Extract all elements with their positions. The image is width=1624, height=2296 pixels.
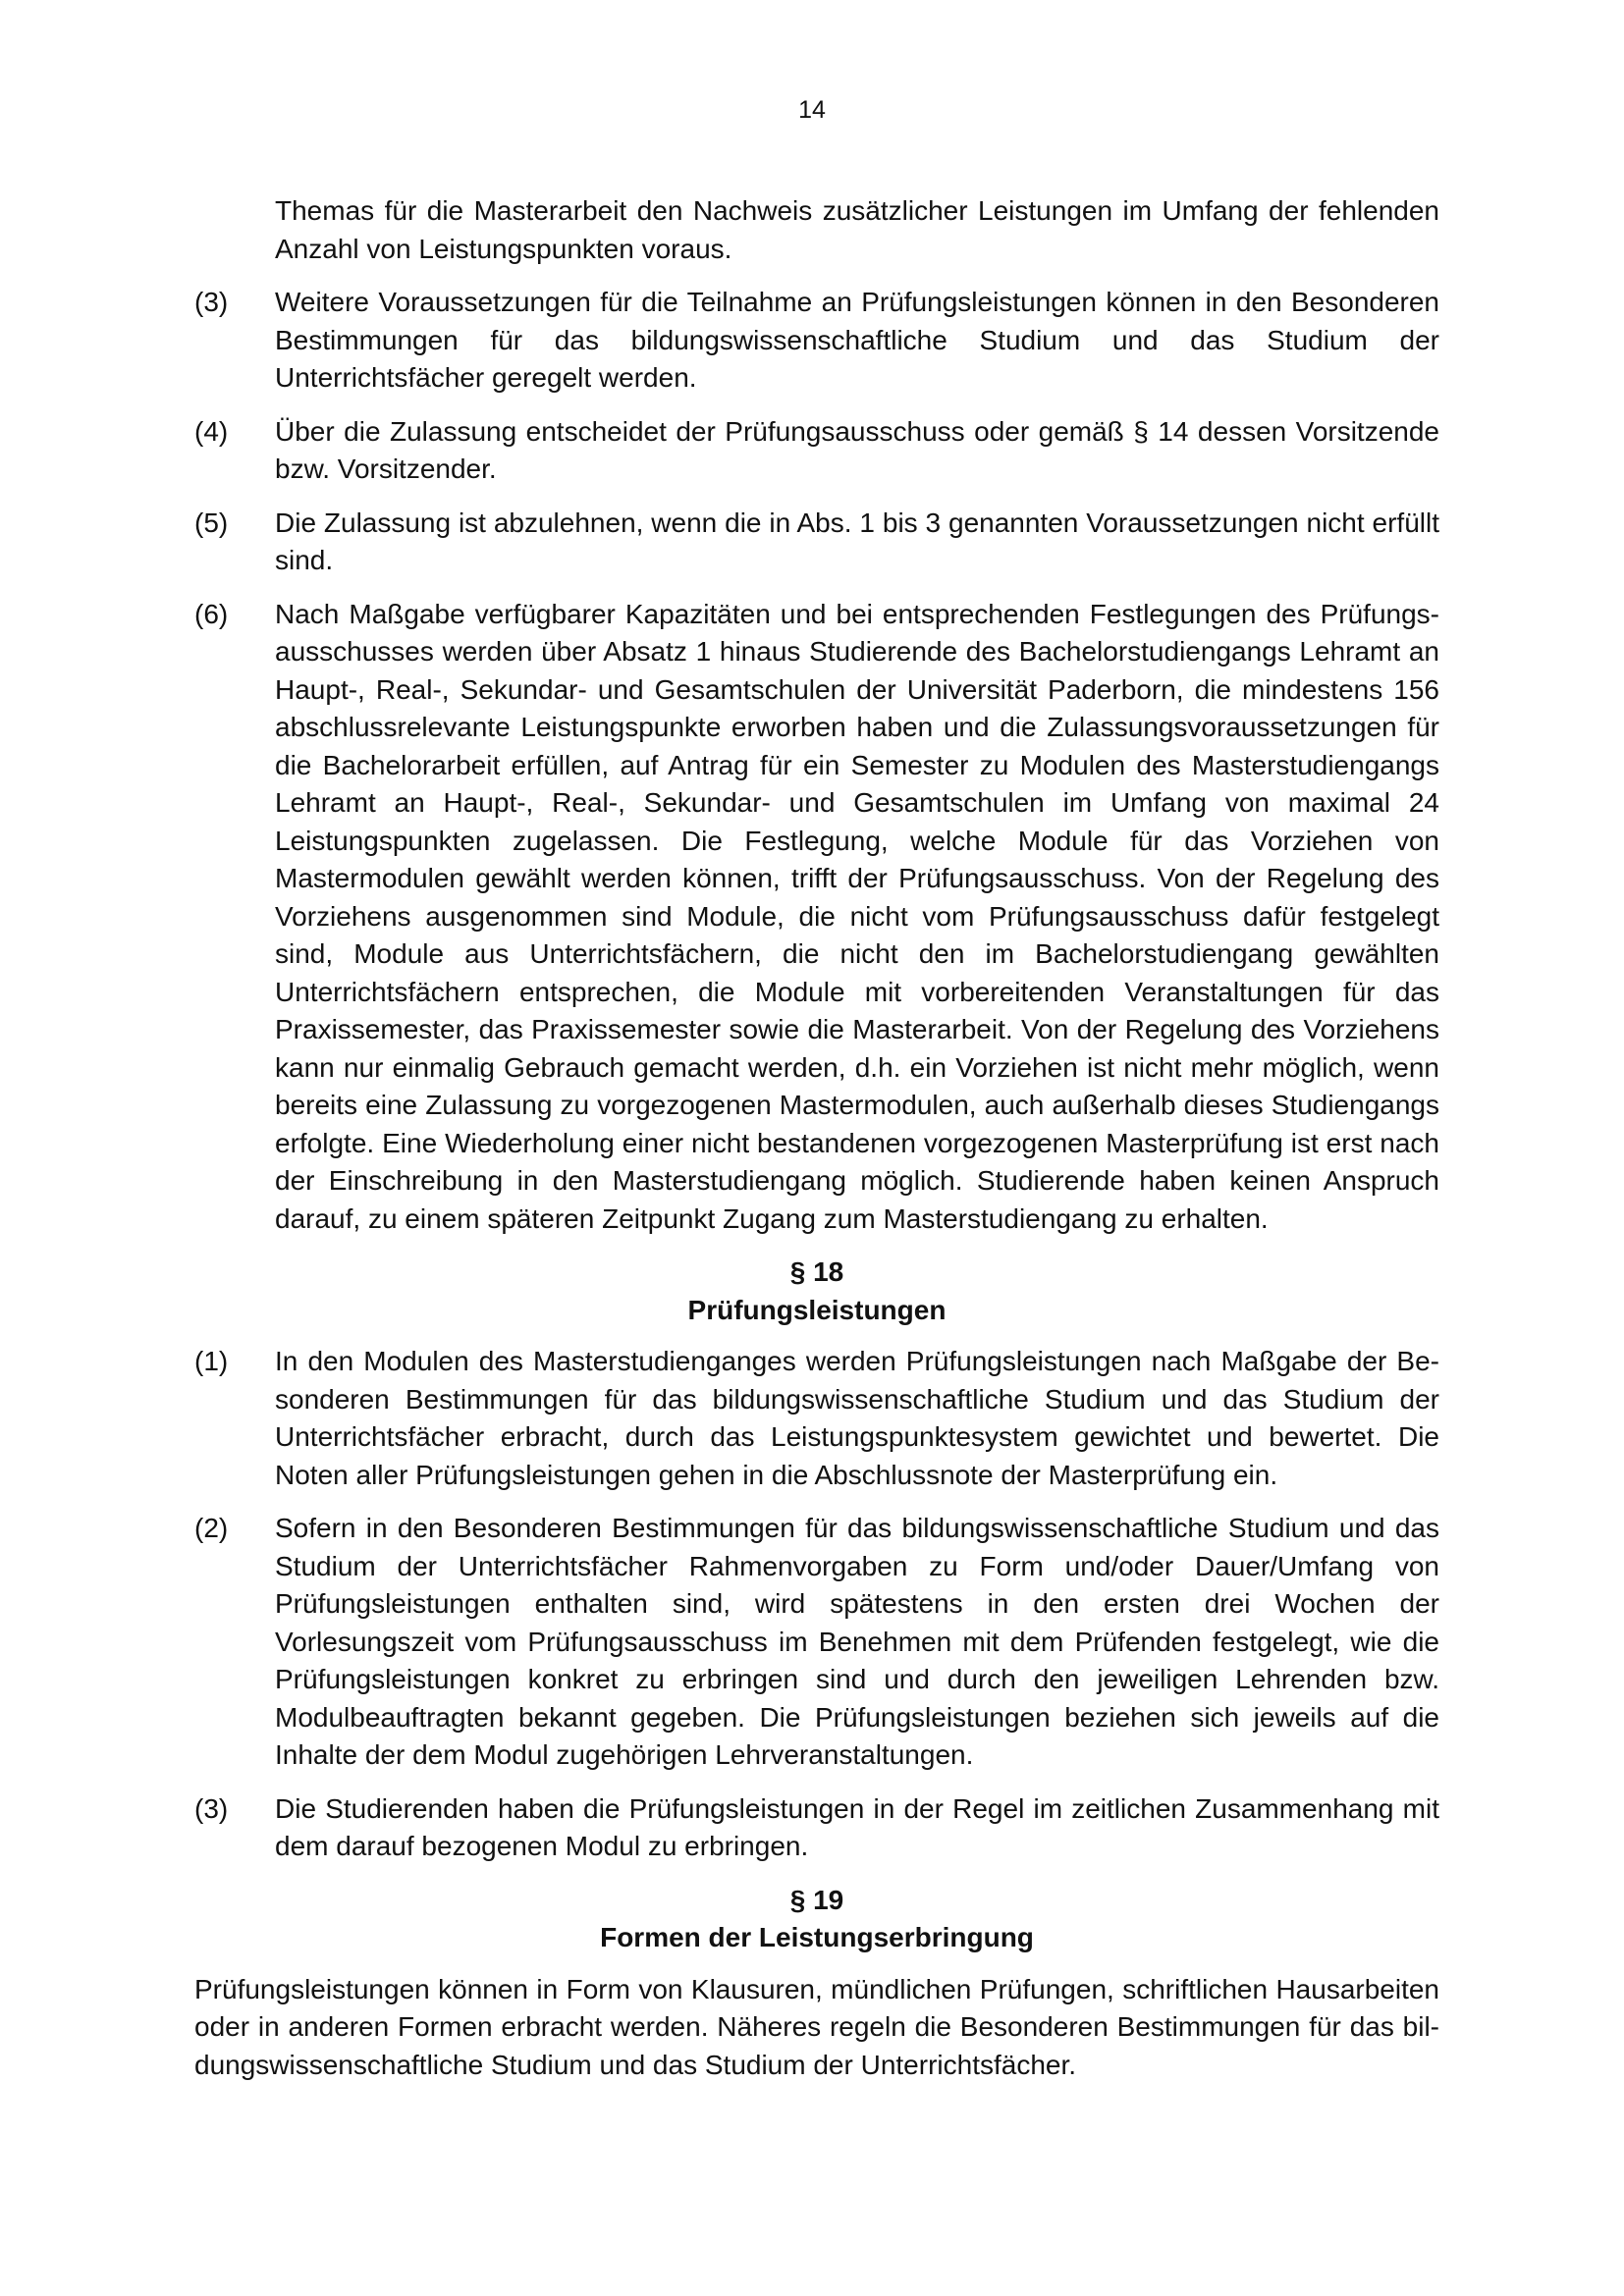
item-text: Über die Zulassung entscheidet der Prüfungsausschuss oder gemäß § 14 dessen Vorsitzende bzw. Vorsitzender. <box>275 415 1439 484</box>
page-number: 14 <box>798 96 826 124</box>
paragraph-item <box>194 284 1439 398</box>
section-19-text: Prüfungsleistungen können in Form von Klausuren, mündlichen Prüfungen, schriftlichen Hausarbeiten oder in anderen Formen erbracht werden. Näheres regeln die Besonderen Bestimmungen für das bildungswissenschaftliche Studium und das Studium der Unterrichtsfächer. <box>194 1973 1439 2080</box>
section-number: § 18 <box>789 1256 844 1287</box>
item-text: In den Modulen des Masterstudienganges werden Prüfungsleistungen nach Maßgabe der Besonderen Bestimmungen für das bildungswissenschaftliche Studium und das Studium der Unterrichtsfächer erbracht, durch das Leistungspunktesystem gewichtet und bewertet. Die Noten aller Prüfungsleistungen gehen in die Abschlussnote der Masterprüfung ein. <box>275 1346 1439 1490</box>
paragraph-item <box>194 1790 1439 1866</box>
item-text: Die Zulassung ist abzulehnen, wenn die in Abs. 1 bis 3 genannten Voraussetzungen nicht erfüllt sind. <box>275 507 1439 575</box>
page-content <box>194 192 1439 2084</box>
paragraph-item <box>194 596 1439 1239</box>
section-title: Prüfungsleistungen <box>687 1294 947 1325</box>
item-number: (3) <box>194 1792 229 1824</box>
item-text: Weitere Voraussetzungen für die Teilnahme an Prüfungsleistungen können in den Besonderen Bestimmungen für das bildungswissenschaftliche Studium und das Studium der Unterrichtsfächer geregelt werden. <box>275 287 1439 393</box>
continued-paragraph: Themas für die Masterarbeit den Nachweis zusätzlicher Leistungen im Umfang der fehlenden Anzahl von Leistungspunkten voraus. <box>275 195 1439 264</box>
item-number: (5) <box>194 507 229 538</box>
item-text: Die Studierenden haben die Prüfungsleistungen in der Regel im zeitlichen Zusammenhang mit dem darauf bezogenen Modul zu erbringen. <box>275 1792 1439 1861</box>
item-number: (3) <box>194 287 229 317</box>
item-number: (1) <box>194 1346 229 1376</box>
section-19-heading <box>194 1882 1439 1957</box>
item-text: Nach Maßgabe verfügbarer Kapazitäten und bei entsprechenden Festlegungen des Prüfungsausschusses werden über Absatz 1 hinaus Studierende des Bachelorstudiengangs Lehramt an Haupt-, Real-, Sekundar- und Gesamtschulen der Universität Paderborn, die mindestens 156 abschlussrelevante Leistungspunkte erworben haben und die Zulassungsvoraussetzungen für die Bachelorarbeit erfüllen, auf Antrag für ein Semester zu Modulen des Masterstudiengangs Lehramt an Haupt-, Real-, Sekundar- und Gesamtschulen im Umfang von maximal 24 Leistungspunkten zugelassen. Die Festlegung, welche Module für das Vorziehen von Mastermodulen gewählt werden können, trifft der Prüfungsausschuss. Von der Regelung des Vorziehens ausgenommen sind Module, die nicht vom Prüfungsausschuss dafür festgelegt sind, Module aus Unterrichtsfächern, die nicht den im Bachelorstudiengang gewählten Unterrichtsfächern entsprechen, die Module mit vorbereitenden Veranstaltungen für das Praxissemester, das Praxissemester sowie die Masterarbeit. Von der Regelung des Vorziehens kann nur einmalig Gebrauch gemacht werden, d.h. ein Vorziehen ist nicht mehr möglich, wenn bereits eine Zulassung zu vorgezogenen Mastermodulen, auch außerhalb dieses Studiengangs erfolgte. Eine Wiederholung einer nicht bestandenen vorgezogenen Masterprüfung ist erst nach der Einschreibung in den Masterstudiengang möglich. Studierende haben keinen Anspruch darauf, zu einem späteren Zeitpunkt Zugang zum Masterstudiengang zu erhalten. <box>275 598 1439 1234</box>
paragraph-item <box>194 413 1439 489</box>
paragraph-item <box>194 1343 1439 1494</box>
paragraph-item <box>194 1510 1439 1775</box>
item-number: (2) <box>194 1513 229 1543</box>
section-title: Formen der Leistungserbringung <box>600 1922 1034 1952</box>
item-text: Sofern in den Besonderen Bestimmungen für das bildungswissenschaftliche Studium und das Studium der Unterrichtsfächer Rahmenvorgaben zu Form und/oder Dauer/Umfang von Prüfungsleistungen enthalten sind, wird spätestens in den ersten drei Wochen der Vorlesungszeit vom Prüfungsausschuss im Benehmen mit dem Prüfenden festgelegt, wie die Prüfungsleistungen konkret zu erbringen sind und durch den jeweiligen Lehrenden bzw. Modulbeauftragten bekannt gegeben. Die Prüfungsleistungen beziehen sich jeweils auf die Inhalte der dem Modul zugehörigen Lehrveranstaltungen. <box>275 1513 1439 1770</box>
item-number: (6) <box>194 598 229 629</box>
section-number: § 19 <box>789 1884 844 1915</box>
paragraph-item <box>194 505 1439 580</box>
section-18-heading <box>194 1254 1439 1329</box>
item-number: (4) <box>194 415 229 447</box>
